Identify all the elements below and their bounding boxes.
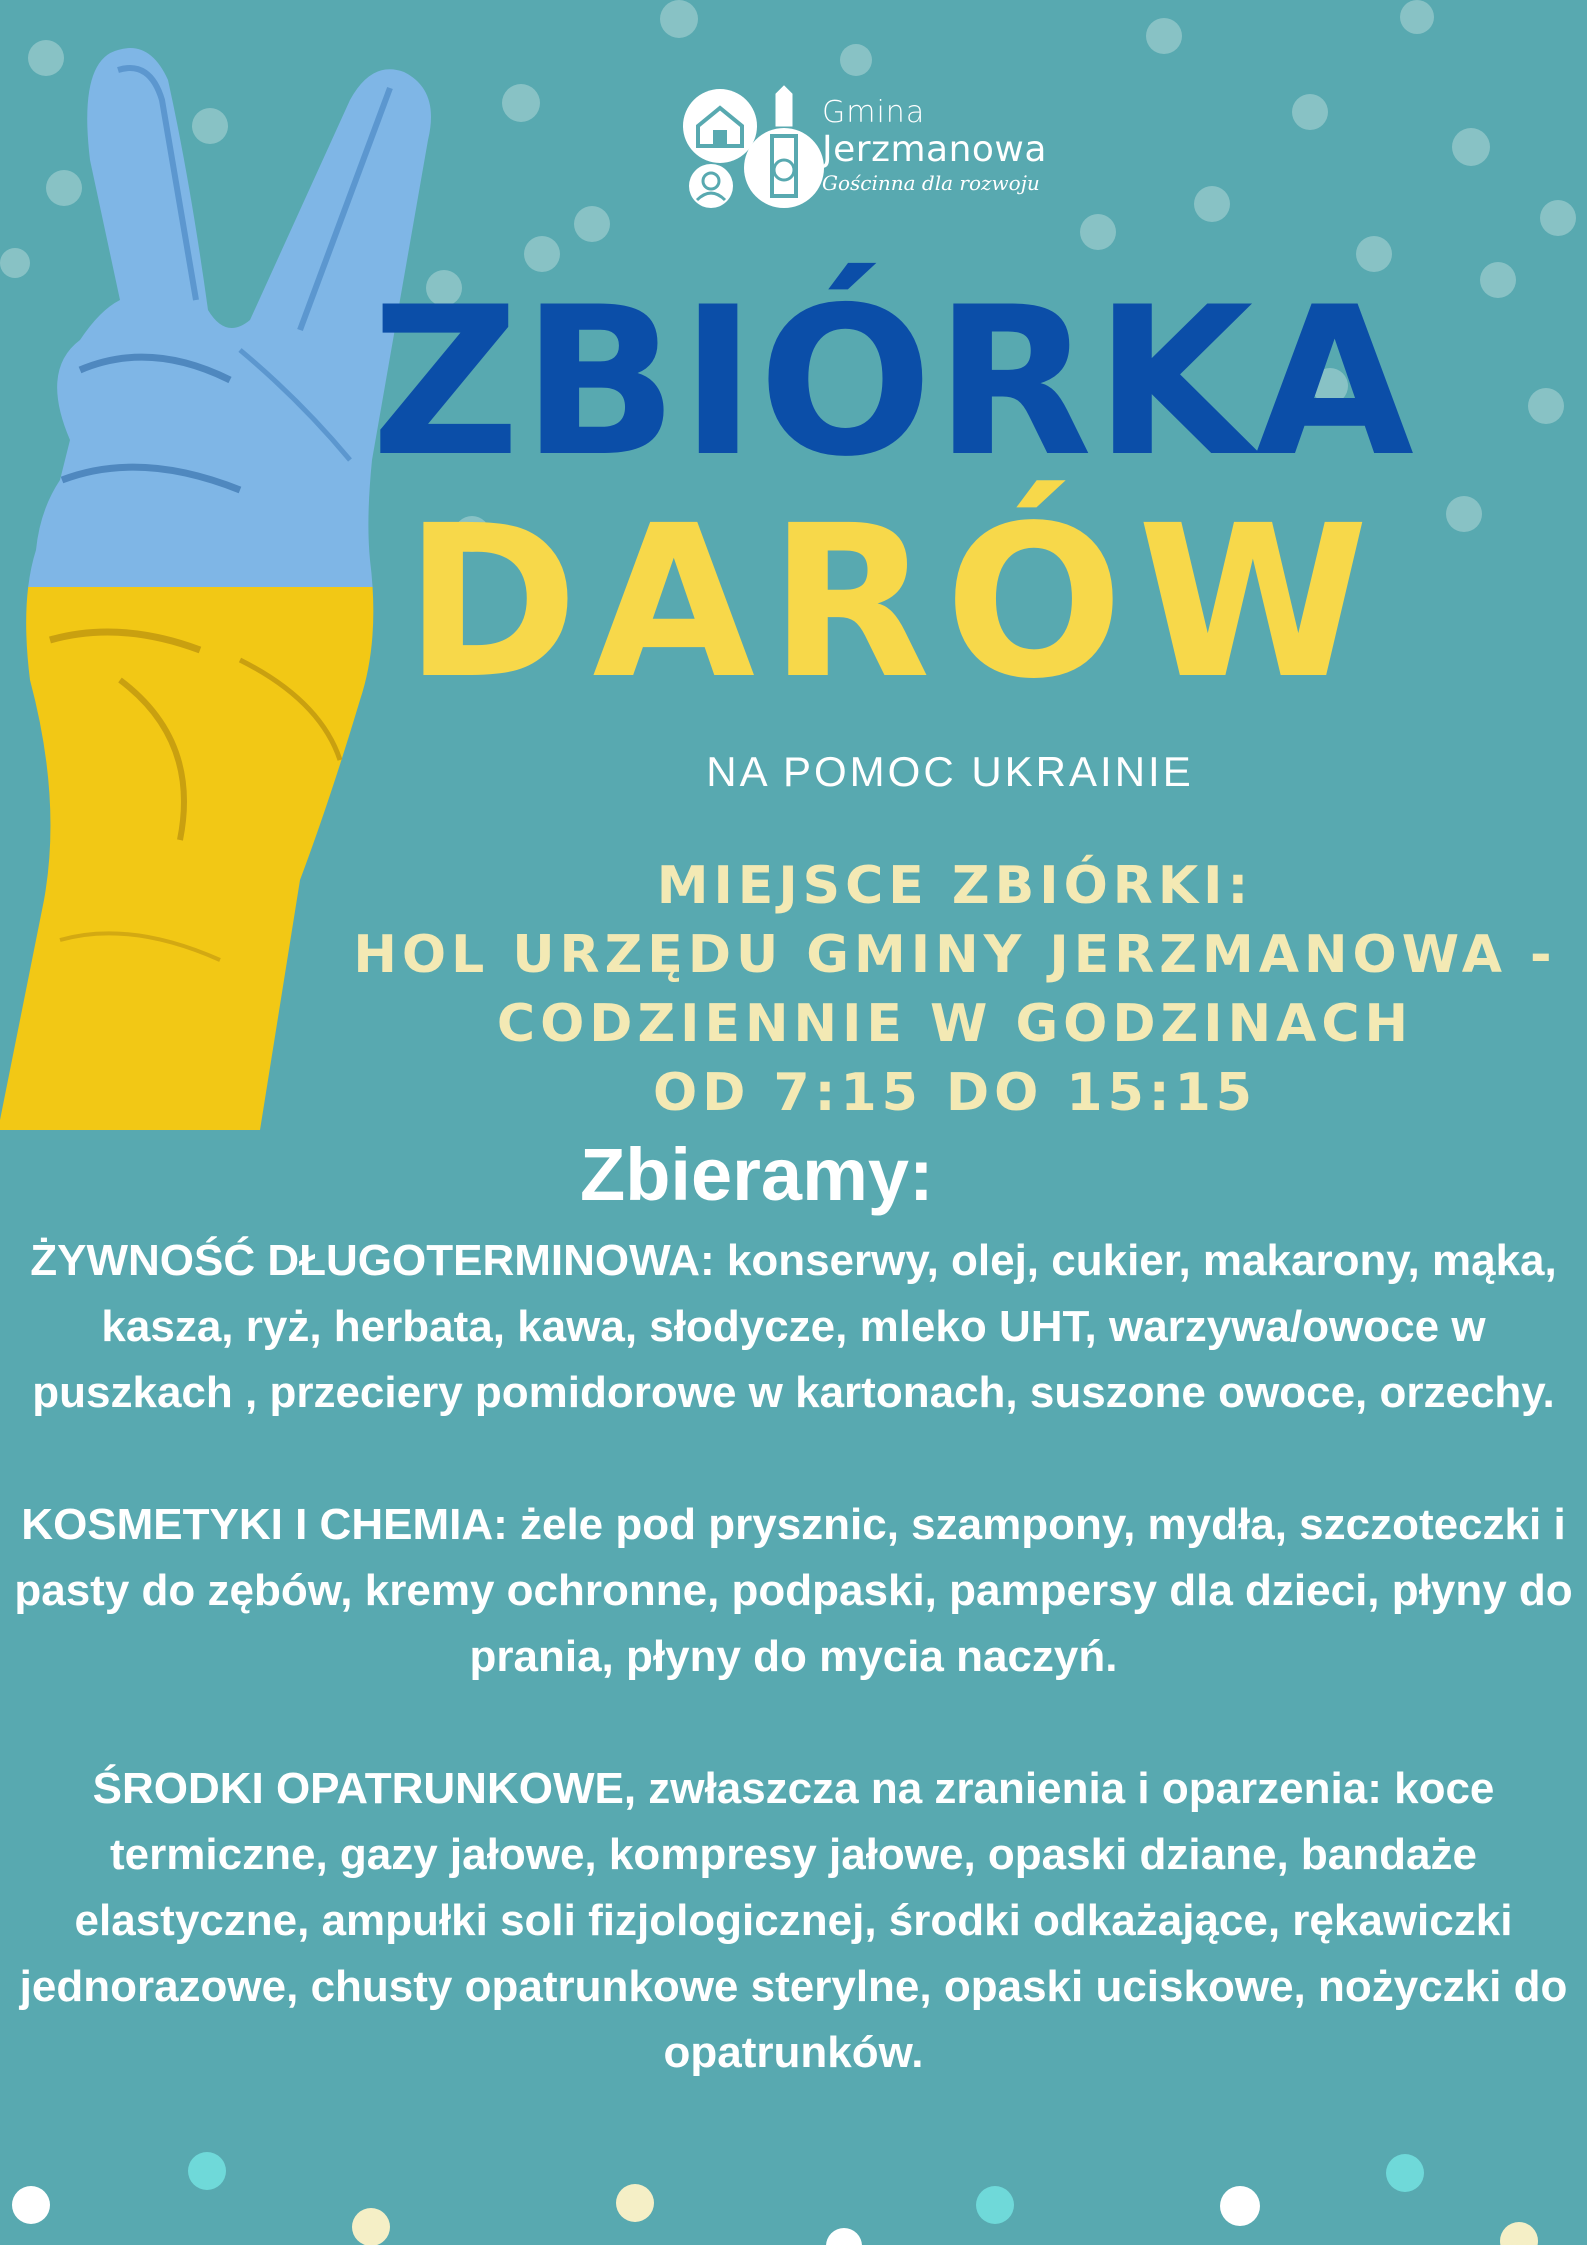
collection-place <box>330 852 1580 1128</box>
subtitle: NA POMOC UKRAINIE <box>706 748 1194 795</box>
confetti-dot <box>1452 128 1490 166</box>
confetti-dot <box>1500 2222 1538 2245</box>
donation-lists <box>0 1228 1587 2086</box>
title-line-2: DARÓW <box>404 480 1383 725</box>
gmina-emblem-icon <box>680 82 830 212</box>
place-line-4: OD 7:15 DO 15:15 <box>653 1063 1257 1123</box>
place-line-1: MIEJSCE ZBIÓRKI: <box>656 856 1254 916</box>
confetti-dot <box>502 84 540 122</box>
gmina-logo <box>680 82 1100 212</box>
confetti-dot <box>1220 2186 1260 2226</box>
confetti-dot <box>574 206 610 242</box>
section-cosmetics: KOSMETYKI I CHEMIA: żele pod prysznic, szampony, mydła, szczoteczki i pasty do zębów, kremy ochronne, podpaski, pampersy dla dzieci, płyny do prania, płyny do mycia naczyń. <box>14 1500 1573 1681</box>
title-line-1: ZBIÓRKA <box>371 264 1416 502</box>
confetti-dot <box>660 0 698 38</box>
logo-line-gmina: Gmina <box>822 95 926 130</box>
place-line-2: HOL URZĘDU GMINY JERZMANOWA - <box>353 925 1557 985</box>
place-line-3: CODZIENNIE W GODZINACH <box>496 994 1414 1054</box>
confetti-dot <box>1540 200 1576 236</box>
logo-tagline: Gościnna dla rozwoju <box>822 171 1040 195</box>
confetti-dot <box>1194 186 1230 222</box>
logo-text <box>822 96 1047 196</box>
logo-line-jerzmanowa: Jerzmanowa <box>822 129 1047 170</box>
confetti-dot <box>616 2184 654 2222</box>
confetti-dot <box>1080 214 1116 250</box>
confetti-dot <box>840 44 872 76</box>
section-food: ŻYWNOŚĆ DŁUGOTERMINOWA: konserwy, olej, cukier, makarony, mąka, kasza, ryż, herbata, kawa, słodycze, mleko UHT, warzywa/owoce w puszkach , przeciery pomidorowe w kartonach, suszone owoce, orzechy. <box>30 1236 1557 1417</box>
confetti-dot <box>352 2208 390 2245</box>
confetti-dot <box>1146 18 1182 54</box>
confetti-dot <box>1386 2154 1424 2192</box>
collect-heading: Zbieramy: <box>580 1133 934 1216</box>
confetti-dot <box>976 2186 1014 2224</box>
confetti-dot <box>826 2228 862 2245</box>
confetti-dot <box>12 2186 50 2224</box>
confetti-dot <box>1400 0 1434 34</box>
confetti-dot <box>1292 94 1328 130</box>
confetti-dot <box>188 2152 226 2190</box>
section-medical: ŚRODKI OPATRUNKOWE, zwłaszcza na zranienia i oparzenia: koce termiczne, gazy jałowe, kompresy jałowe, opaski dziane, bandaże elastyczne, ampułki soli fizjologicznej, środki odkażające, rękawiczki jednorazowe, chusty opatrunkowe sterylne, opaski uciskowe, nożyczki do opatrunków. <box>19 1764 1568 2077</box>
